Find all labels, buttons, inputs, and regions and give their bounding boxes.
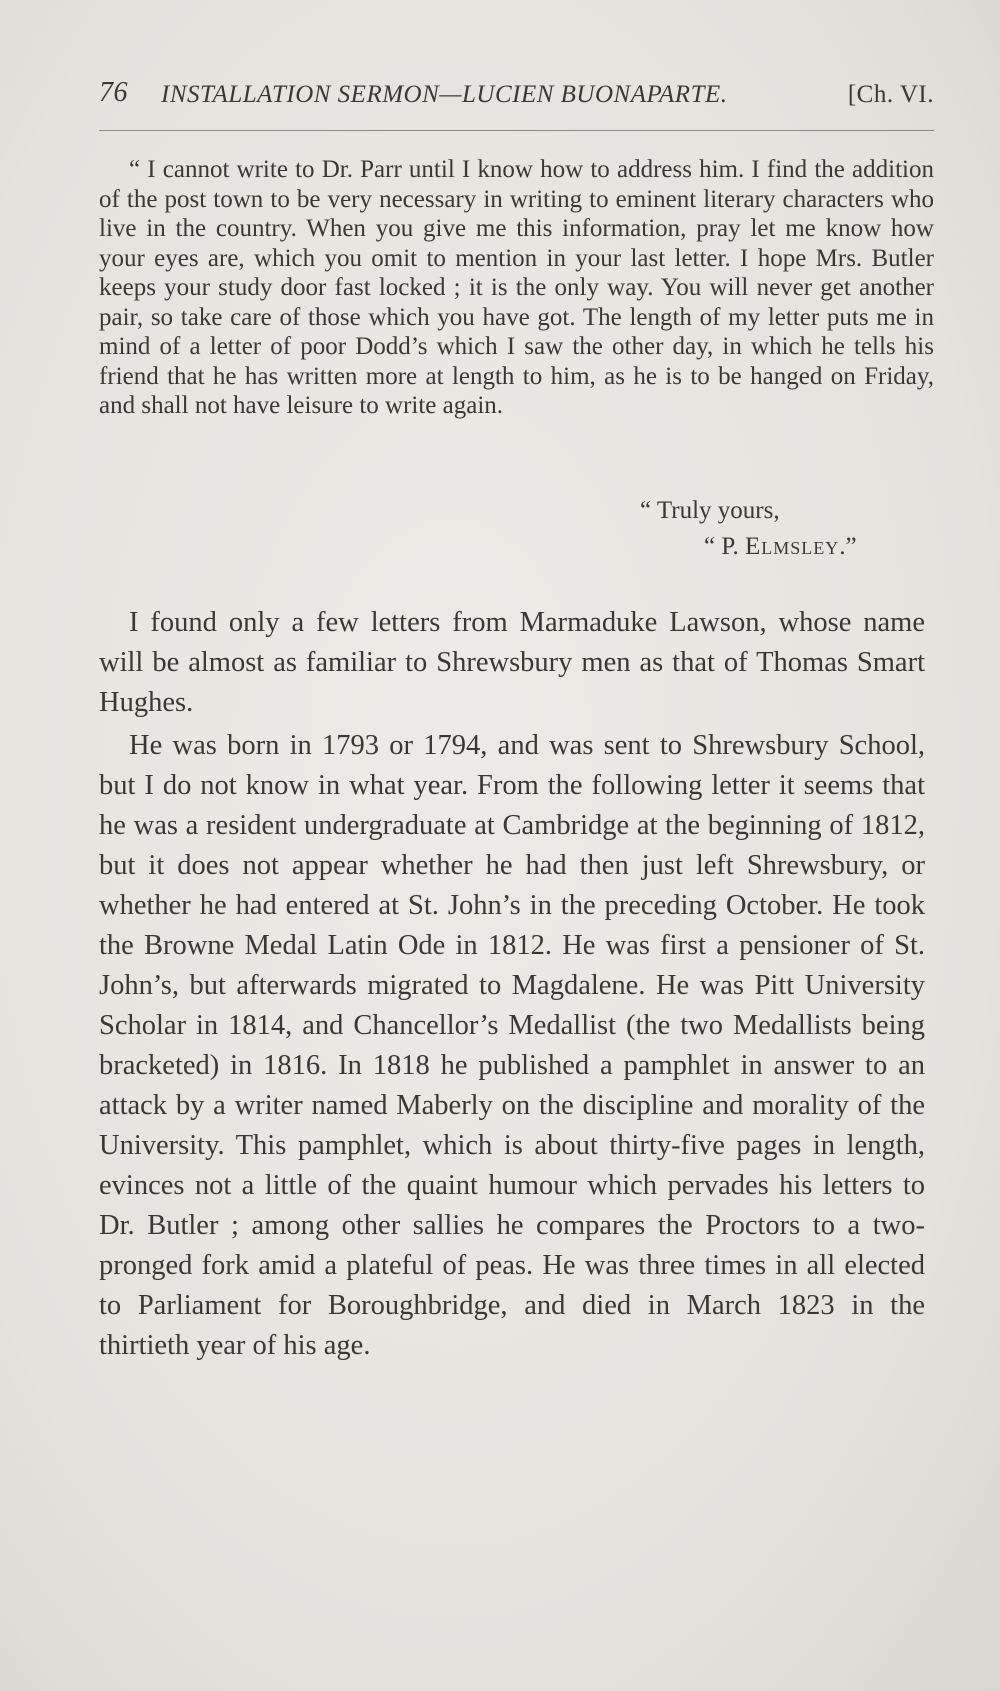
letter-signature [704, 533, 857, 561]
paragraph-lawson-intro: I found only a few letters from Marmaduke Lawson, whose name will be almost as familiar to Shrewsbury men as that of Thomas Smart Hughes. [99, 607, 925, 718]
chapter-reference: [Ch. VI. [847, 81, 934, 108]
paragraph-lawson-biography: He was born in 1793 or 1794, and was sent to Shrewsbury School, but I do not know in what year. From the following letter it seems that he was a resident undergraduate at Cambridge at the beginning of 1812, but it does not appear whether he had then just left Shrewsbury, or whether he had entered at St. John’s in the preceding October. He took the Browne Medal Latin Ode in 1812. He was first a pensioner of St. John’s, but afterwards migrated to Magdalene. He was Pitt University Scholar in 1814, and Chancellor’s Medallist (the two Medallists being bracketed) in 1816. In 1818 he published a pamphlet in answer to an attack by a writer named Maberly on the discipline and morality of the University. This pamphlet, which is about thirty-five pages in length, evinces not a little of the quaint humour which pervades his letters to Dr. Butler ; among other sallies he compares the Proctors to a two-pronged fork amid a plateful of peas. He was three times in all elected to Parliament for Boroughbridge, and died in March 1823 in the thirtieth year of his age. [99, 730, 925, 1361]
letter-body: “ I cannot write to Dr. Parr until I know how to address him. I find the addition of the post town to be very necessary in writing to eminent literary characters who live in the country. When you give me this information, pray let me know how your eyes are, which you omit to mention in your last letter. I hope Mrs. Butler keeps your study door fast locked ; it is the only way. You will never get another pair, so take care of those which you have got. The length of my letter puts me in mind of a letter of poor Dodd’s which I saw the other day, in which he tells his friend that he has written more at length to him, as he is to be hanged on Friday, and shall not have leisure to write again. [99, 156, 934, 419]
signature-name: Elmsley [744, 533, 840, 560]
running-header [99, 77, 934, 117]
page-number: 76 [99, 77, 128, 108]
running-title: INSTALLATION SERMON—LUCIEN BUONAPARTE. [161, 81, 728, 108]
letter-closing: “ Truly yours, [640, 497, 780, 524]
header-rule [99, 130, 934, 131]
signature-suffix: .” [839, 533, 857, 560]
signature-prefix: “ P. [704, 533, 745, 560]
